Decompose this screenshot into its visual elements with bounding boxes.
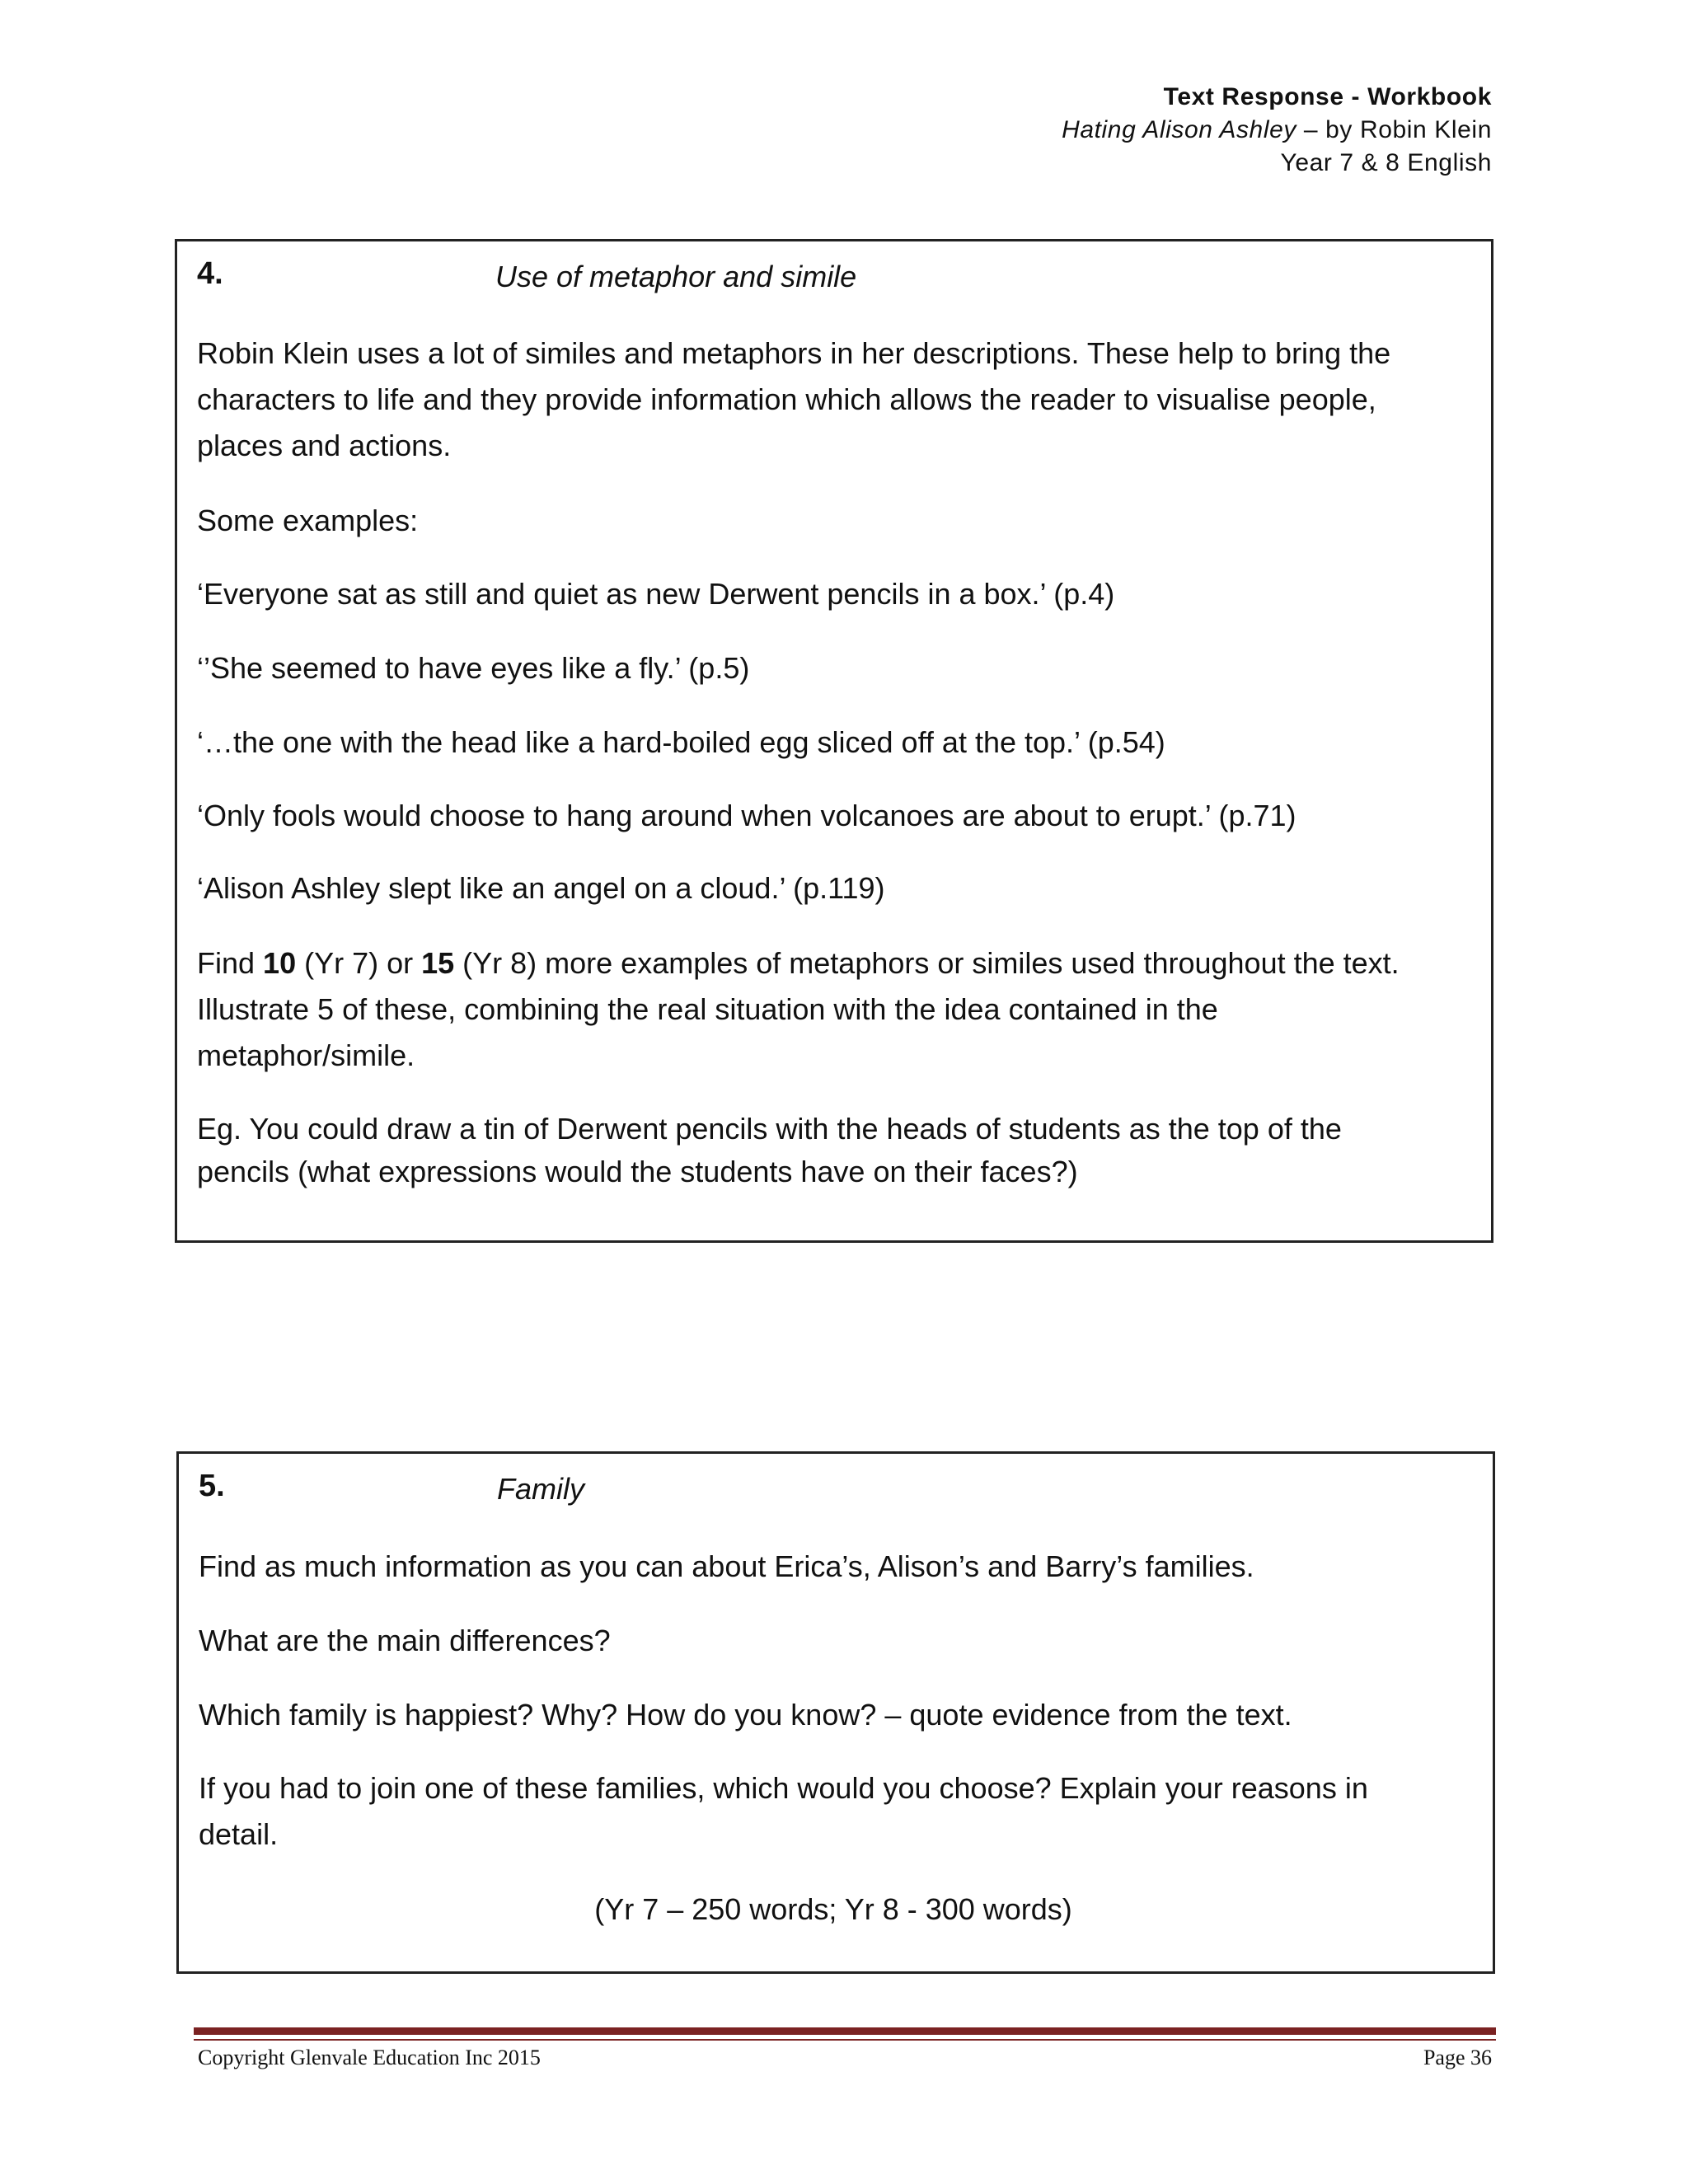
intro-line: Robin Klein uses a lot of similes and metaphors in her descriptions. These help to bring the xyxy=(197,336,1391,370)
task-line: metaphor/simile. xyxy=(197,1038,415,1072)
section-5-number: 5. xyxy=(199,1469,225,1503)
example-item: ‘…the one with the head like a hard-boiled egg sliced off at the top.’ (p.54) xyxy=(197,725,1165,759)
task-text: (Yr 8) more examples of metaphors or similes used throughout the text. xyxy=(454,946,1400,980)
word-count: (Yr 7 – 250 words; Yr 8 - 300 words) xyxy=(594,1892,1072,1926)
task-line: Illustrate 5 of these, combining the real situation with the idea contained in the xyxy=(197,992,1218,1026)
workbook-title: Text Response - Workbook xyxy=(1163,83,1492,110)
intro-line: places and actions. xyxy=(197,429,452,462)
footer-rule-thin xyxy=(194,2039,1496,2041)
copyright-text: Copyright Glenvale Education Inc 2015 xyxy=(198,2046,541,2069)
task-line xyxy=(197,940,1466,987)
section-5-title: Family xyxy=(497,1472,584,1506)
section-4-title: Use of metaphor and simile xyxy=(495,260,857,293)
example-item: ‘Everyone sat as still and quiet as new Derwent pencils in a box.’ (p.4) xyxy=(197,577,1115,611)
section-5-line: Which family is happiest? Why? How do you know? – quote evidence from the text. xyxy=(199,1698,1292,1732)
section-4-box xyxy=(175,239,1493,1243)
suggestion-line: Eg. You could draw a tin of Derwent pencils with the heads of students as the top of the xyxy=(197,1112,1342,1146)
example-suggestion xyxy=(197,1108,1466,1193)
section-4-number: 4. xyxy=(197,256,223,291)
section-5-question xyxy=(199,1765,1468,1858)
section-4-intro xyxy=(197,330,1466,469)
task-instructions xyxy=(197,940,1466,1079)
section-5-box xyxy=(176,1451,1495,1974)
examples-label: Some examples: xyxy=(197,504,419,537)
intro-line: characters to life and they provide information which allows the reader to visualise people, xyxy=(197,382,1376,416)
task-count-yr7: 10 xyxy=(263,946,297,980)
suggestion-line: pencils (what expressions would the students have on their faces?) xyxy=(197,1155,1078,1188)
task-text: (Yr 7) or xyxy=(296,946,422,980)
question-line: detail. xyxy=(199,1817,279,1851)
question-line: If you had to join one of these families, which would you choose? Explain your reasons in xyxy=(199,1771,1368,1805)
section-5-line: What are the main differences? xyxy=(199,1624,611,1657)
task-text: Find xyxy=(197,946,264,980)
book-line xyxy=(1062,114,1492,147)
example-item: ‘Alison Ashley slept like an angel on a cloud.’ (p.119) xyxy=(197,871,885,905)
footer-rule xyxy=(194,2027,1496,2035)
page-header xyxy=(1062,81,1492,180)
section-4-heading xyxy=(197,256,1433,306)
task-count-yr8: 15 xyxy=(421,946,455,980)
section-5-line: Find as much information as you can about Erica’s, Alison’s and Barry’s families. xyxy=(199,1549,1254,1583)
year-line: Year 7 & 8 English xyxy=(1280,149,1492,176)
example-item: ‘Only fools would choose to hang around when volcanoes are about to erupt.’ (p.71) xyxy=(197,799,1296,832)
author-line: – by Robin Klein xyxy=(1296,116,1492,143)
book-title: Hating Alison Ashley xyxy=(1062,116,1296,143)
page-number: Page 36 xyxy=(1423,2046,1492,2069)
example-item: ‘’She seemed to have eyes like a fly.’ (p.5) xyxy=(197,651,750,685)
section-5-heading xyxy=(199,1469,1435,1518)
